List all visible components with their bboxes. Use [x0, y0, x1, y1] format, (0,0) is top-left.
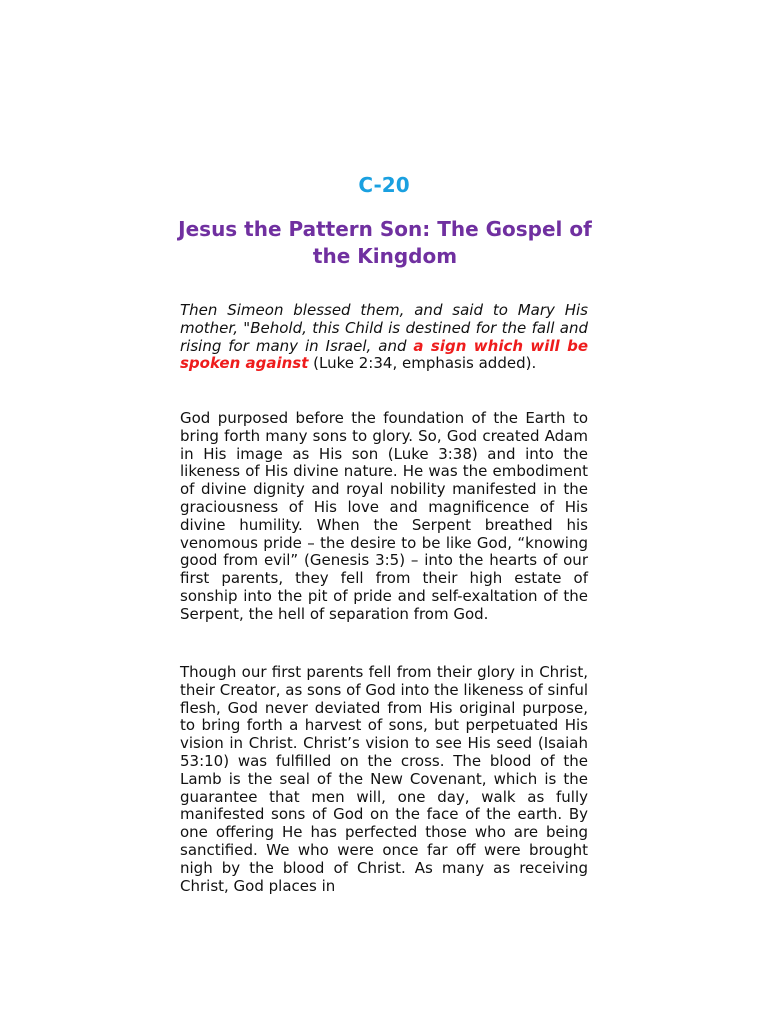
body-paragraph-2: Though our first parents fell from their glory in Christ, their Creator, as sons of God into the likeness of sinful flesh, God never deviated from His original purpose, to bring forth a harvest of sons, but perpetuated His vision in Christ. Christ’s vision to see His seed (Isaiah 53:10) was fulfilled on the cross. The blood of the Lamb is the seal of the New Covenant, which is the guarantee that men will, one day, walk as fully manifested sons of God on the face of the earth. By one offering He has perfected those who are being sanctified. We who were once far off were brought nigh by the blood of Christ. As many as receiving Christ, God places in — [180, 663, 588, 895]
body-paragraph-1: God purposed before the foundation of the Earth to bring forth many sons to glory. So, God created Adam in His image as His son (Luke 3:38) and into the likeness of His divine nature. He was the embodiment of divine dignity and royal nobility manifested in the graciousness of His love and magnificence of His divine humility. When the Serpent breathed his venomous pride – the desire to be like God, “knowing good from evil” (Genesis 3:5) – into the hearts of our first parents, they fell from their high estate of sonship into the pit of pride and self-exaltation of the Serpent, the hell of separation from God. — [180, 409, 588, 623]
quote-lead: Then Simeon blessed them, and said to Mary His mother, "Behold, this Child is destined for the fall and rising for many in Israel, and — [180, 301, 588, 355]
opening-quote — [180, 302, 588, 373]
quote-reference: (Luke 2:34, emphasis added). — [308, 354, 537, 373]
quote-emphasis: a sign which will be spoken against — [180, 336, 588, 373]
chapter-title: Jesus the Pattern Son: The Gospel of the Kingdom — [178, 217, 592, 268]
chapter-number: C-20 — [358, 173, 410, 197]
